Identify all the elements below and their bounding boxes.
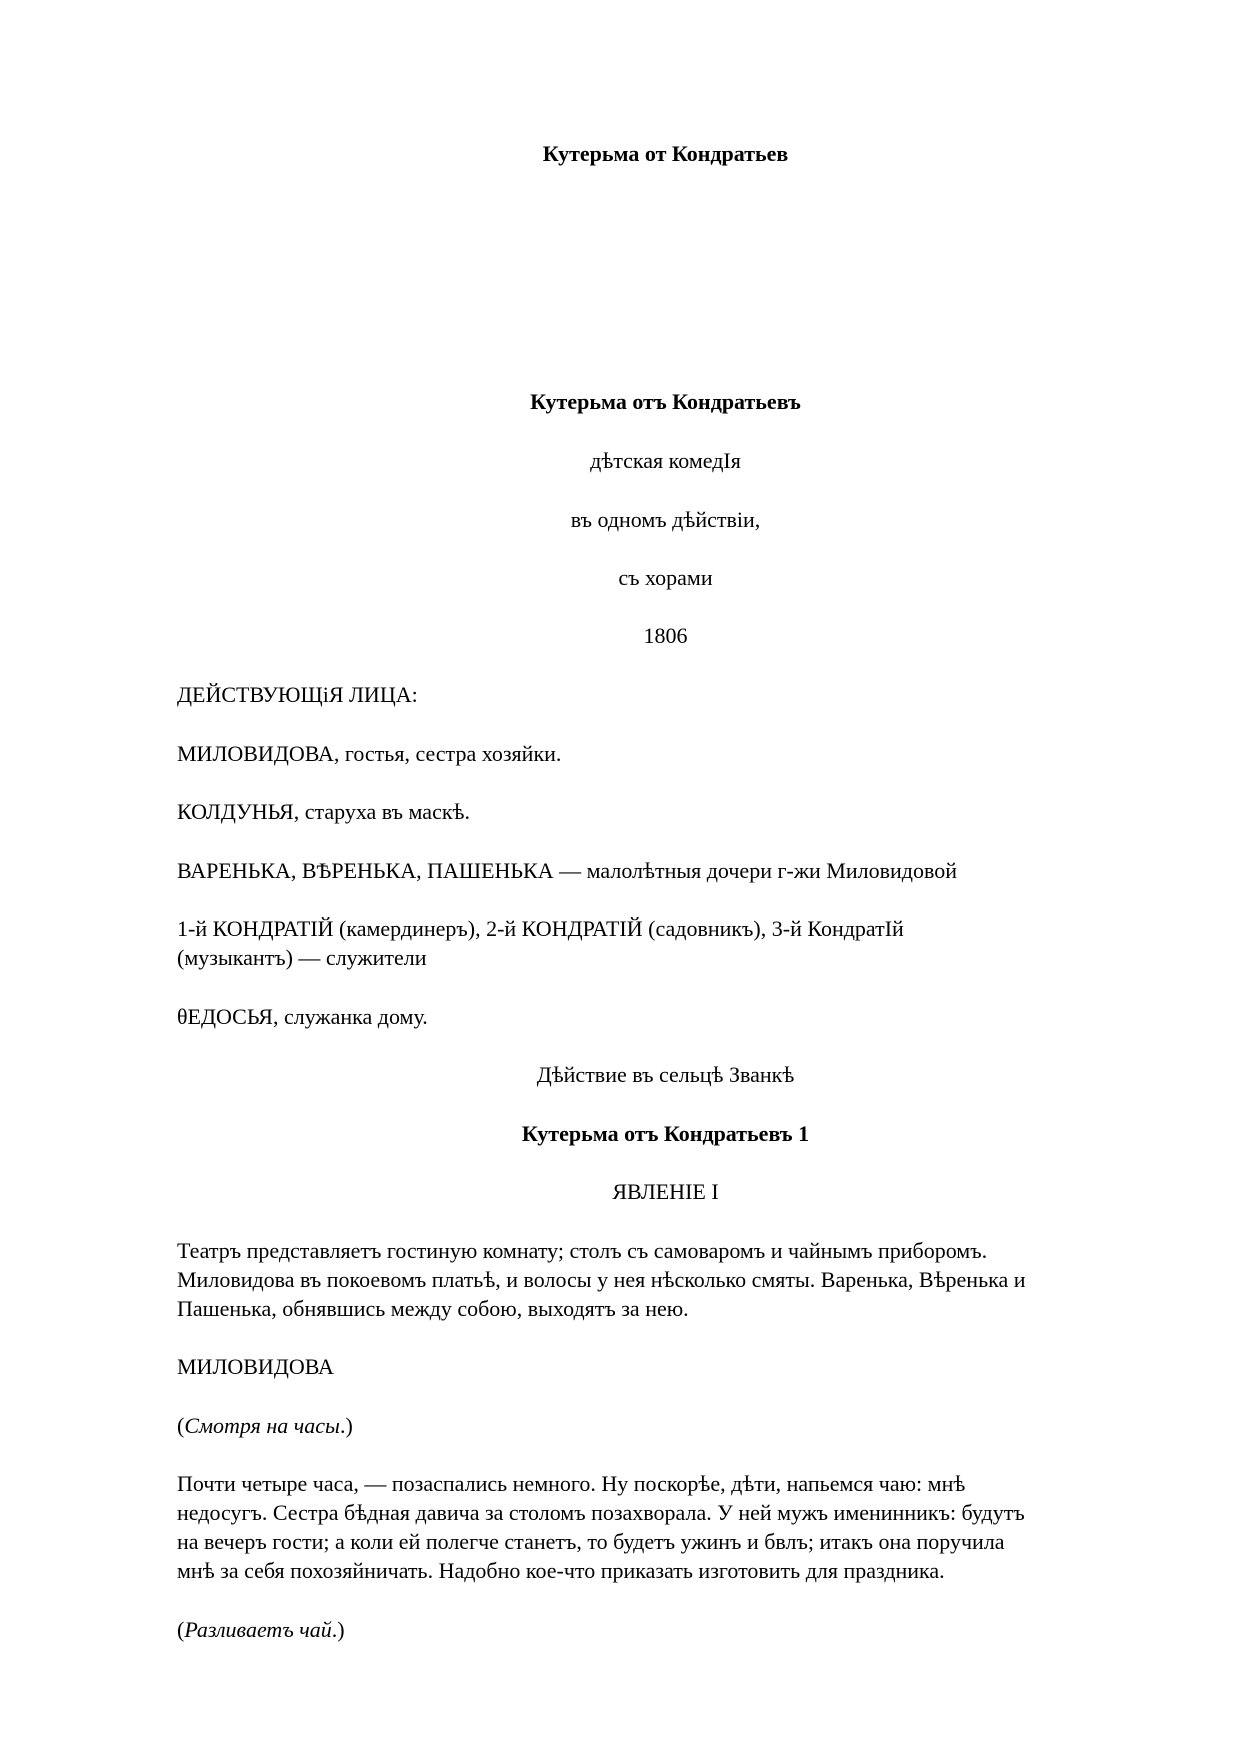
- speech-line: на вечеръ гости; а коли ей полегче станетъ, то будетъ ужинъ и бвлъ; итакъ она поручила: [177, 1529, 1005, 1554]
- cover-title: Кутерьма от Кондратьев: [542, 141, 789, 166]
- remark-text: Разливаетъ чай: [184, 1617, 332, 1642]
- cast-item-line: 1-й КОНДРАТIЙ (камердинеръ), 2-й КОНДРАТIЙ (садовникъ), 3-й КондратІй: [177, 916, 904, 941]
- play-subtitle-choirs: съ хорами: [618, 565, 713, 590]
- remark-paren-close: .): [331, 1617, 345, 1642]
- cast-heading: ДЕЙСТВУЮЩiЯ ЛИЦА:: [177, 682, 418, 707]
- stage-direction-line: Миловидова въ покоевомъ платьѣ, и волосы у нея нѣсколько смяты. Варенька, Вѣренька и: [177, 1267, 1026, 1292]
- setting-line: Дѣйствие въ сельцѣ Званкѣ: [536, 1062, 795, 1087]
- remark-paren-open: (: [177, 1413, 185, 1438]
- speech-paragraph: [177, 1469, 1167, 1585]
- play-year: 1806: [643, 623, 688, 648]
- stage-direction: [177, 1236, 1167, 1323]
- remark-paren-open: (: [177, 1617, 185, 1642]
- speech-line: мнѣ за себя похозяйничать. Надобно кое-что приказать изготовить для праздника.: [177, 1558, 945, 1583]
- stage-remark: [177, 1615, 345, 1644]
- speech-line: недосугъ. Сестра бѣдная давича за столомъ позахворала. У ней мужъ именинникъ: будутъ: [177, 1500, 1025, 1525]
- stage-direction-line: Пашенька, обнявшись между собою, выходятъ за нею.: [177, 1296, 689, 1321]
- remark-text: Смотря на часы: [184, 1413, 340, 1438]
- cast-item: КОЛДУНЬЯ, старуха въ маскѣ.: [177, 799, 470, 824]
- cast-item: θЕДОСЬЯ, служанка дому.: [177, 1004, 428, 1029]
- stage-direction-line: Театръ представляетъ гостиную комнату; столъ съ самоваромъ и чайнымъ приборомъ.: [177, 1238, 988, 1263]
- speaker-name: МИЛОВИДОВА: [177, 1354, 334, 1379]
- remark-paren-close: .): [339, 1413, 353, 1438]
- play-subtitle-genre: дѣтская комедІя: [590, 448, 741, 473]
- cast-item-servants: [177, 914, 1167, 972]
- speech-line: Почти четыре часа, — позаспались немного. Ну поскорѣе, дѣти, напьемся чаю: мнѣ: [177, 1471, 966, 1496]
- scene-heading: ЯВЛЕНIЕ I: [612, 1179, 719, 1204]
- play-subtitle-acts: въ одномъ дѣйствiи,: [570, 507, 761, 532]
- section-title: Кутерьма отъ Кондратьевъ 1: [521, 1121, 810, 1146]
- play-title: Кутерьма отъ Кондратьевъ: [530, 389, 801, 414]
- stage-remark: [177, 1411, 353, 1440]
- cast-item-line: (музыкантъ) — служители: [177, 945, 427, 970]
- cast-item: МИЛОВИДОВА, гостья, сестра хозяйки.: [177, 741, 562, 766]
- cast-item: ВАРЕНЬКА, ВѢРЕНЬКА, ПАШЕНЬКА — малолѣтныя дочери г-жи Миловидовой: [177, 858, 957, 883]
